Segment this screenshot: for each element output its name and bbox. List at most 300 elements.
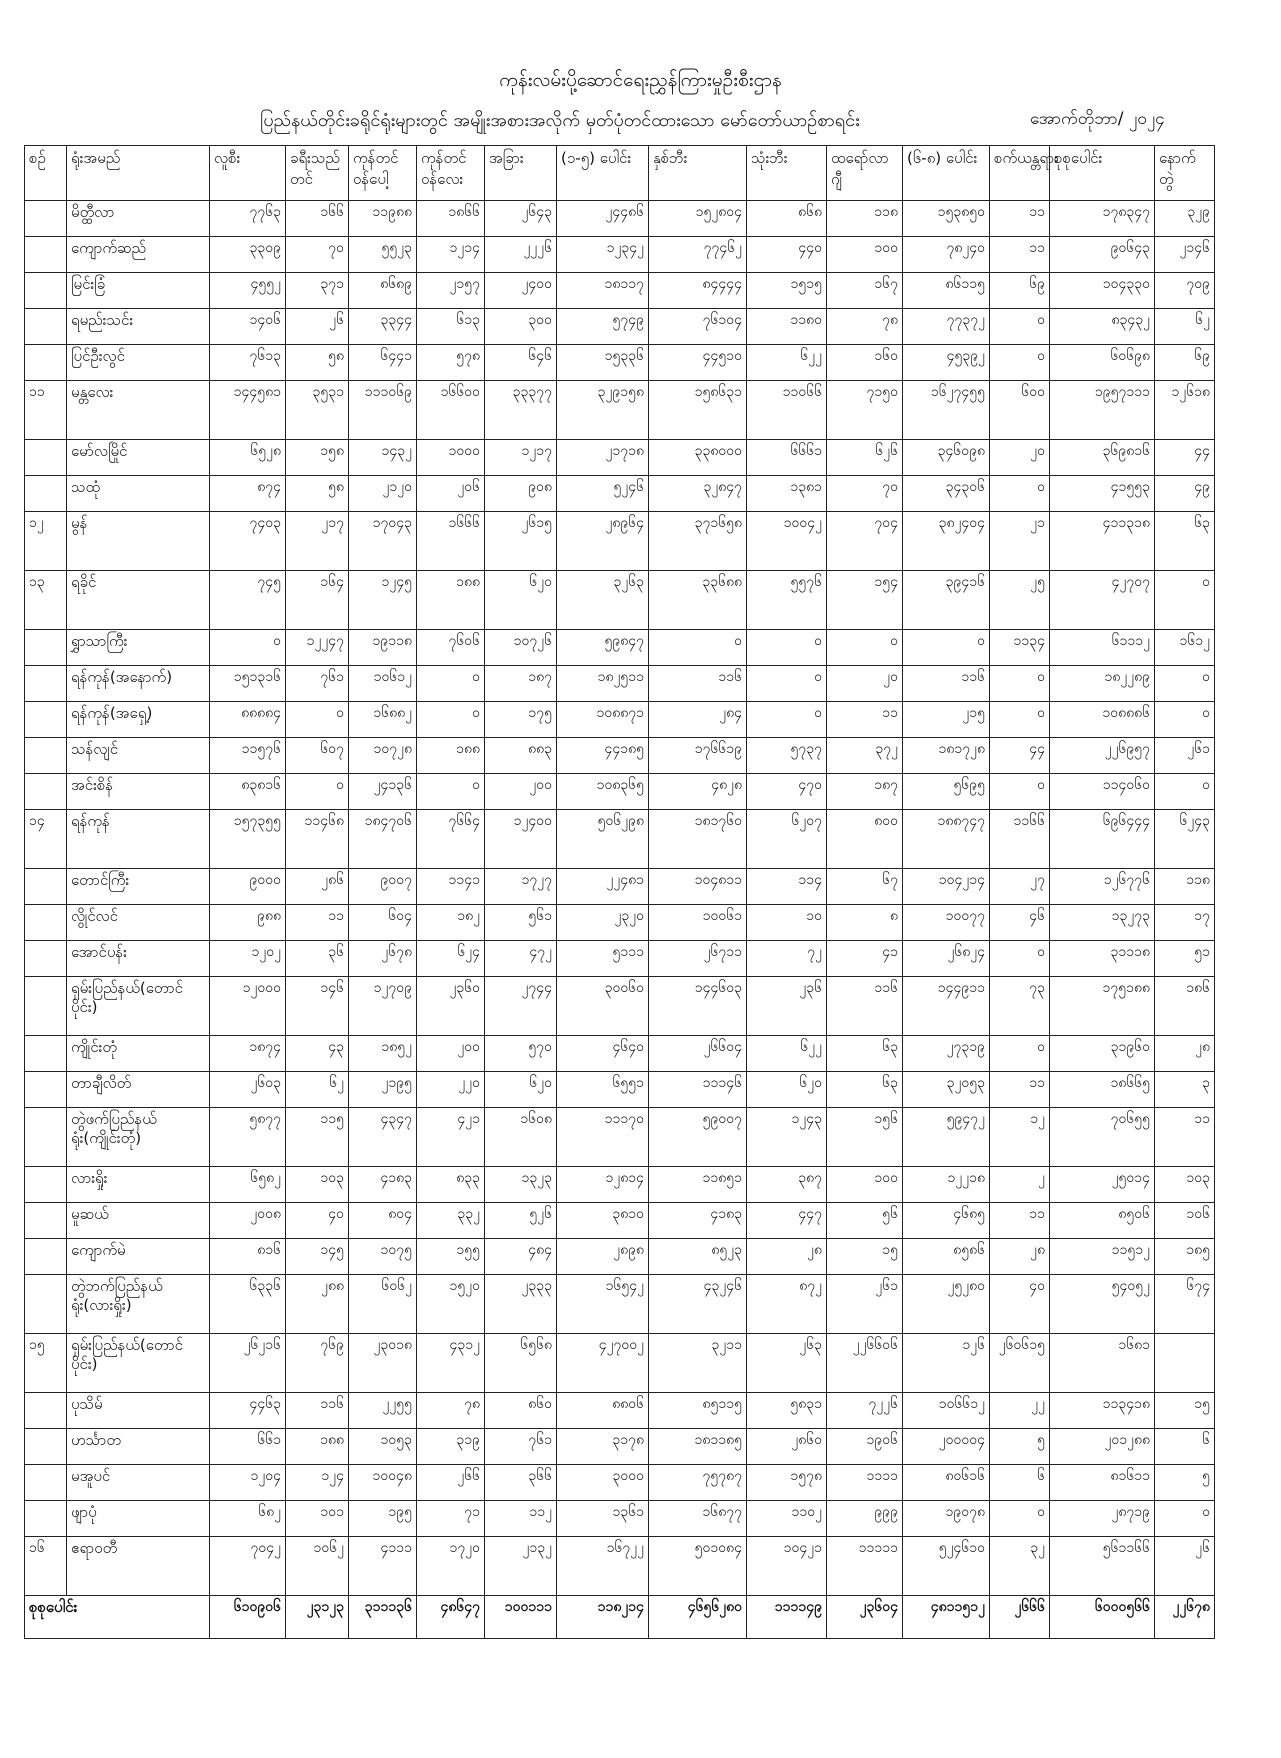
table-cell: ၁၅၁၅	[747, 273, 827, 309]
table-cell: ၈၅၀၆	[1050, 1203, 1155, 1239]
table-cell: ၆၃၃၆	[210, 1275, 286, 1334]
table-cell: ၃၅၃၁	[286, 381, 349, 440]
column-header: စုစုပေါင်း	[1050, 146, 1155, 201]
table-cell: ၆၀၆၂	[349, 1275, 417, 1334]
office-name: မူဆယ်	[67, 1203, 210, 1239]
table-cell: ၂၈၆	[286, 869, 349, 905]
table-cell: ၁၁	[1155, 1108, 1215, 1167]
office-name: ကျိုင်းတုံ	[67, 1036, 210, 1072]
office-name: တွဲဘက်ပြည်နယ်ရုံး(လားရှိုး)	[67, 1275, 210, 1334]
office-name: လားရှိုး	[67, 1167, 210, 1203]
table-cell: ၁၂၃၄၂	[557, 237, 649, 273]
table-cell: ၃၇၁	[286, 273, 349, 309]
row-serial	[25, 702, 67, 738]
table-cell: ၆၂၆	[827, 440, 903, 476]
column-header: နောက်တွဲ	[1155, 146, 1215, 201]
table-cell: ၁၅၇၃၅၅	[210, 810, 286, 869]
table-cell: ၃၁၉၆၀	[1050, 1036, 1155, 1072]
table-cell: ၂၆၀၆၁၅	[990, 1334, 1050, 1393]
table-cell: ၁၆၈၇၇	[649, 1501, 747, 1537]
table-cell: ၅၁	[1155, 941, 1215, 977]
table-cell: ၀	[747, 702, 827, 738]
column-header: လူစီး	[210, 146, 286, 201]
table-cell: ၁၀၀၇၇	[903, 905, 990, 941]
table-cell: ၀	[990, 345, 1050, 381]
office-name: တွဲဖက်ပြည်နယ်ရုံး(ကျိုင်းတုံ)	[67, 1108, 210, 1167]
table-cell: ၃၄၃၀၆	[903, 476, 990, 512]
table-cell: ၄၁၈၃	[349, 1167, 417, 1203]
table-cell: ၆၀၇	[286, 738, 349, 774]
table-cell: ၆၄၆	[485, 345, 557, 381]
report-date: အောက်တိုဘာ/ ၂၀၂၄	[1030, 109, 1165, 129]
table-cell: ၁၁	[990, 1203, 1050, 1239]
table-cell: ၁၁၈၅၁	[649, 1167, 747, 1203]
table-row	[25, 905, 1215, 941]
row-serial	[25, 905, 67, 941]
table-cell: ၃၄၆၀၉၈	[903, 440, 990, 476]
table-cell: ၆၅၅၁	[557, 1072, 649, 1108]
table-cell: ၃၃၄၄	[349, 309, 417, 345]
table-cell: ၁၁၆	[903, 666, 990, 702]
table-cell: ၄၀	[990, 1275, 1050, 1334]
table-cell: ၂၂၄၈၁	[557, 869, 649, 905]
table-cell: ၆၂၀	[485, 1072, 557, 1108]
row-serial	[25, 630, 67, 666]
table-row	[25, 201, 1215, 237]
table-cell: ၁၁၁၇၀	[557, 1108, 649, 1167]
table-cell: ၁၁၁၁၁	[827, 1537, 903, 1596]
table-cell: ၁၈၁၇၆၀	[649, 810, 747, 869]
table-cell: ၁၂၆	[903, 1334, 990, 1393]
table-cell: ၄၆	[990, 905, 1050, 941]
table-cell: ၀	[417, 774, 485, 810]
table-cell: ၃၂၁၁	[649, 1334, 747, 1393]
table-cell: ၁၀	[747, 905, 827, 941]
table-cell: ၁၉၀၇၈	[903, 1501, 990, 1537]
table-cell: ၄၄၆၃	[210, 1393, 286, 1429]
table-row	[25, 273, 1215, 309]
table-cell: ၉၉၉	[827, 1501, 903, 1537]
table-cell: ၄၂၇၀၀၂	[557, 1334, 649, 1393]
table-cell: ၂၁၅	[903, 702, 990, 738]
table-cell: ၁၉၅	[349, 1501, 417, 1537]
table-cell: ၁၂၄၀၀	[485, 810, 557, 869]
table-cell: ၁၃၂၇၃	[1050, 905, 1155, 941]
table-cell: ၂၈	[747, 1239, 827, 1275]
row-serial	[25, 1072, 67, 1108]
total-cell: ၁၁၁၁၄၉	[747, 1596, 827, 1639]
total-label: စုစုပေါင်း	[25, 1596, 210, 1639]
page-title: ကုန်းလမ်းပို့ဆောင်ရေးညွှန်ကြားမှုဦးစီးဌာန	[499, 69, 782, 91]
table-cell: ၄၄	[1155, 440, 1215, 476]
table-cell: ၂၆၄၃	[485, 201, 557, 237]
table-cell: ၇၇၃၇၂	[903, 309, 990, 345]
table-cell: ၁၂၇၀၉	[349, 977, 417, 1036]
office-name: လွိုင်လင်	[67, 905, 210, 941]
table-cell: ၅၉၈၄၇	[557, 630, 649, 666]
table-cell: ၉၀၀၀	[210, 869, 286, 905]
column-header: (၁-၅) ပေါင်း	[557, 146, 649, 201]
table-cell: ၈၈၀၆	[557, 1393, 649, 1429]
table-cell: ၈၅၂၃	[649, 1239, 747, 1275]
table-cell: ၂၄၄၈၆	[557, 201, 649, 237]
table-cell: ၂၆၀၃	[210, 1072, 286, 1108]
table-cell: ၁၀၈၃၆၅	[557, 774, 649, 810]
table-cell: ၁၁၆	[827, 977, 903, 1036]
table-cell: ၆	[990, 1465, 1050, 1501]
table-cell: ၆၄၄၁	[349, 345, 417, 381]
table-cell: ၄၄၀	[747, 237, 827, 273]
table-cell: ၆၂၄၃	[1155, 810, 1215, 869]
table-cell: ၃၂၆၃	[557, 571, 649, 630]
table-cell: ၁၄၅	[286, 1239, 349, 1275]
table-cell: ၄၁	[827, 941, 903, 977]
table-cell: ၁၃၆၁	[557, 1501, 649, 1537]
table-cell: ၈၄၄၄၄	[649, 273, 747, 309]
office-name: ကျောက်မဲ	[67, 1239, 210, 1275]
table-cell: ၁၇၂၇	[485, 869, 557, 905]
table-cell: ၁၀၀၄၈	[349, 1465, 417, 1501]
table-cell: ၀	[990, 941, 1050, 977]
table-cell: ၆၀၀	[990, 381, 1050, 440]
row-serial	[25, 1167, 67, 1203]
table-cell: ၆၇၄	[1155, 1275, 1215, 1334]
table-cell: ၆၉	[990, 273, 1050, 309]
table-cell: ၉၀၈	[485, 476, 557, 512]
table-cell: ၄၆၈၅	[903, 1203, 990, 1239]
table-cell: ၁၆၀၈	[485, 1108, 557, 1167]
table-row	[25, 941, 1215, 977]
table-cell: ၀	[1155, 571, 1215, 630]
column-header: စဉ်	[25, 146, 67, 201]
table-cell: ၁၁၅	[286, 1108, 349, 1167]
office-name: ရွှာသာကြီး	[67, 630, 210, 666]
table-cell: ၃၁၁၁၈	[1050, 941, 1155, 977]
total-cell: ၂၃၆၀၄	[827, 1596, 903, 1639]
table-cell: ၅၉၀၀၇	[649, 1108, 747, 1167]
table-cell: ၁၀၆၆၁၂	[903, 1393, 990, 1429]
table-cell: ၃၆၉၈၁၆	[1050, 440, 1155, 476]
table-cell: ၁၁၄၀၆၀	[1050, 774, 1155, 810]
office-name: ရှမ်းပြည်နယ်(တောင်ပိုင်း)	[67, 1334, 210, 1393]
total-cell: ၁၁၈၂၁၄	[557, 1596, 649, 1639]
table-cell: ၁၅၃၃၆	[557, 345, 649, 381]
table-cell: ၁၅၅	[417, 1239, 485, 1275]
table-cell: ၃၀၀	[485, 309, 557, 345]
row-serial	[25, 440, 67, 476]
table-cell: ၁၁၄၆၈	[286, 810, 349, 869]
table-cell: ၈၃၈၁၆	[210, 774, 286, 810]
table-cell: ၄၀	[286, 1203, 349, 1239]
table-cell: ၁၁၈	[827, 201, 903, 237]
table-cell: ၂၂၂၆	[485, 237, 557, 273]
table-cell: ၄၃၂၄၆	[649, 1275, 747, 1334]
table-cell: ၇၇၄၆၂	[649, 237, 747, 273]
column-header: ကုန်တင် ဝန်လေး	[417, 146, 485, 201]
table-cell: ၃၈၁၀	[557, 1203, 649, 1239]
office-name: မွန်	[67, 512, 210, 571]
table-cell: ၆၉၆၄၄၄	[1050, 810, 1155, 869]
table-cell: ၂၂၆၉၅၇	[1050, 738, 1155, 774]
office-name: ကျောက်ဆည်	[67, 237, 210, 273]
column-header: သုံးဘီး	[747, 146, 827, 201]
table-cell: ၂၈၉၆၄	[557, 512, 649, 571]
table-cell: ၁၄၃၂	[349, 440, 417, 476]
table-cell: ၁၀၈၈၇၁	[557, 702, 649, 738]
row-serial	[25, 309, 67, 345]
office-name: ရန်ကုန်(အရှေ့)	[67, 702, 210, 738]
table-cell: ၁၁၉၈၈	[349, 201, 417, 237]
table-cell: ၁၁၃၄၁၈	[1050, 1393, 1155, 1429]
table-row	[25, 237, 1215, 273]
table-cell: ၂၁၉၅	[349, 1072, 417, 1108]
table-cell: ၄၆၄၀	[557, 1036, 649, 1072]
table-cell: ၂၈၄	[649, 702, 747, 738]
office-name: အင်းစိန်	[67, 774, 210, 810]
office-name: မအူပင်	[67, 1465, 210, 1501]
table-cell: ၃၈၂၄၀၄	[903, 512, 990, 571]
table-cell: ၁၀၅၃	[349, 1429, 417, 1465]
table-cell: ၁၆၁၂	[1155, 630, 1215, 666]
table-row	[25, 1036, 1215, 1072]
table-cell: ၃၃၆၈၈	[649, 571, 747, 630]
table-cell: ၆၂၄	[417, 941, 485, 977]
table-cell: ၈၃၃	[417, 1167, 485, 1203]
table-cell: ၃၂၀၅၃	[903, 1072, 990, 1108]
table-row	[25, 1393, 1215, 1429]
table-cell: ၈၆၈၉	[349, 273, 417, 309]
table-cell: ၁၀၆၁၂	[349, 666, 417, 702]
table-cell: ၁၅၇၈	[747, 1465, 827, 1501]
table-row	[25, 810, 1215, 869]
office-name: ရမည်းသင်း	[67, 309, 210, 345]
table-cell: ၁၇၈၃၄၇	[1050, 201, 1155, 237]
table-cell: ၂၇၃၁၉	[903, 1036, 990, 1072]
table-cell: ၃၃၈၀၀၀	[649, 440, 747, 476]
table-cell: ၂၂၆၆၀၆	[827, 1334, 903, 1393]
table-cell: ၅၆၉၅	[903, 774, 990, 810]
table-cell: ၂၅၀၁၄	[1050, 1167, 1155, 1203]
table-cell: ၄၃၁၂	[417, 1334, 485, 1393]
table-cell: ၁၂၀၄	[210, 1465, 286, 1501]
table-cell: ၁၈၆၆	[417, 201, 485, 237]
office-name: ဟင်္သာတ	[67, 1429, 210, 1465]
table-cell: ၇၆၁	[286, 666, 349, 702]
table-cell: ၁၀၀	[827, 1167, 903, 1203]
office-name: တာချီလိတ်	[67, 1072, 210, 1108]
table-cell: ၁၀၈၈၈၆	[1050, 702, 1155, 738]
table-cell: ၃၆၆	[485, 1465, 557, 1501]
table-cell: ၈၁၆၁၁	[1050, 1465, 1155, 1501]
table-cell: ၂	[990, 1167, 1050, 1203]
row-serial: ၁၁	[25, 381, 67, 440]
table-cell: ၁၂၁၇	[485, 440, 557, 476]
table-cell: ၁၈၅	[1155, 1239, 1215, 1275]
table-cell: ၁၇၀၄၃	[349, 512, 417, 571]
table-cell: ၁၂၄	[286, 1465, 349, 1501]
table-cell: ၁၅	[827, 1239, 903, 1275]
table-cell: ၀	[417, 702, 485, 738]
table-cell: ၇၄၅	[210, 571, 286, 630]
table-cell: ၁၇၅	[485, 702, 557, 738]
table-cell: ၀	[990, 666, 1050, 702]
row-serial	[25, 1239, 67, 1275]
table-cell: ၉၈၈	[210, 905, 286, 941]
table-cell: ၂၀၁၂၈၈	[1050, 1429, 1155, 1465]
table-row	[25, 1275, 1215, 1334]
row-serial	[25, 941, 67, 977]
table-cell: ၂၅၂၈၀	[903, 1275, 990, 1334]
table-cell: ၇၈၂၄၀	[903, 237, 990, 273]
table-cell: ၅၅၇၆	[747, 571, 827, 630]
table-cell: ၁၁၀၂	[747, 1501, 827, 1537]
total-cell: ၁၀၀၁၁၁	[485, 1596, 557, 1639]
table-cell: ၆၅၈၂	[210, 1167, 286, 1203]
table-cell: ၈၇၄	[210, 476, 286, 512]
table-cell: ၁၈၇၄	[210, 1036, 286, 1072]
row-serial	[25, 345, 67, 381]
table-cell: ၂၀	[990, 440, 1050, 476]
table-cell: ၄၉	[1155, 476, 1215, 512]
row-serial: ၁၂	[25, 512, 67, 571]
table-cell: ၉၀၀၇	[349, 869, 417, 905]
table-cell: ၂၈	[1155, 1036, 1215, 1072]
table-cell: ၃၃၂	[417, 1203, 485, 1239]
table-cell: ၃၂၉၁၅၈	[557, 381, 649, 440]
table-row	[25, 1537, 1215, 1596]
table-row	[25, 1167, 1215, 1203]
office-name: မိတ္ထီလာ	[67, 201, 210, 237]
table-cell: ၀	[990, 1501, 1050, 1537]
total-row	[25, 1596, 1215, 1639]
table-cell: ၄၁၁၃၁၈	[1050, 512, 1155, 571]
table-cell: ၇၀၄၂	[210, 1537, 286, 1596]
office-name: သထုံ	[67, 476, 210, 512]
table-cell: ၁၀၄၈၁၁	[649, 869, 747, 905]
row-serial	[25, 1429, 67, 1465]
table-cell: ၁၂	[990, 1108, 1050, 1167]
table-cell: ၂၆၆	[417, 1465, 485, 1501]
table-cell: ၁၀၆	[1155, 1203, 1215, 1239]
table-cell: ၇၂၂၆	[827, 1393, 903, 1429]
office-name: တောင်ကြီး	[67, 869, 210, 905]
table-cell: ၁၀၃	[1155, 1167, 1215, 1203]
table-cell: ၂၆၁	[827, 1275, 903, 1334]
office-name: သန်လျင်	[67, 738, 210, 774]
table-cell: ၆၈၂	[210, 1501, 286, 1537]
table-cell: ၁၈၆၆၅	[1050, 1072, 1155, 1108]
table-cell: ၅၇၄၉	[557, 309, 649, 345]
table-cell: ၄၇၂	[485, 941, 557, 977]
table-cell: ၀	[649, 630, 747, 666]
table-cell: ၁၇	[1155, 905, 1215, 941]
table-cell: ၂၇၄၄	[485, 977, 557, 1036]
office-name: အောင်ပန်း	[67, 941, 210, 977]
table-cell: ၈၈၈၈၄	[210, 702, 286, 738]
office-name: ရခိုင်	[67, 571, 210, 630]
table-cell: ၂၁၄၆	[1155, 237, 1215, 273]
table-cell: ၂၃၀၁၈	[349, 1334, 417, 1393]
total-cell: ၄၈၆၄၇	[417, 1596, 485, 1639]
table-cell: ၅၄၀၅၂	[1050, 1275, 1155, 1334]
table-cell: ၁၅၁၃၁၆	[210, 666, 286, 702]
table-cell: ၁၂၆၁၈	[1155, 381, 1215, 440]
table-cell: ၈၇၂	[747, 1275, 827, 1334]
table-cell: ၇၆၉	[286, 1334, 349, 1393]
table-cell: ၅၈	[286, 476, 349, 512]
table-cell: ၁၂၂၄၇	[286, 630, 349, 666]
table-cell: ၄၄၇	[747, 1203, 827, 1239]
table-row	[25, 1465, 1215, 1501]
table-cell: ၅၈၇၇	[210, 1108, 286, 1167]
table-cell: ၁၀၁	[286, 1501, 349, 1537]
table-cell: ၁၈၁၇၂၈	[903, 738, 990, 774]
table-cell: ၂၆၈၂၄	[903, 941, 990, 977]
table-cell: ၁၆၇	[827, 273, 903, 309]
table-cell: ၃၇၂	[827, 738, 903, 774]
table-cell: ၇၀၆၅၅	[1050, 1108, 1155, 1167]
table-cell: ၈၅၈၆	[903, 1239, 990, 1275]
table-cell: ၁၆၀	[827, 345, 903, 381]
table-cell: ၂၁၃၂	[485, 1537, 557, 1596]
office-name: ရှမ်းပြည်နယ်(တောင်ပိုင်း)	[67, 977, 210, 1036]
table-cell: ၃၆	[286, 941, 349, 977]
table-cell: ၇၆၀၆	[417, 630, 485, 666]
table-cell: ၁၃၂၃	[485, 1167, 557, 1203]
table-cell: ၀	[747, 630, 827, 666]
table-cell: ၁၈၂၂၈၉	[1050, 666, 1155, 702]
table-cell: ၁၈၇	[827, 774, 903, 810]
table-row	[25, 309, 1215, 345]
table-cell: ၀	[903, 630, 990, 666]
table-cell: ၂၆	[286, 309, 349, 345]
total-cell: ၄၈၁၁၅၁၂	[903, 1596, 990, 1639]
table-cell: ၈၁၆	[210, 1239, 286, 1275]
table-row	[25, 345, 1215, 381]
table-cell: ၂၈	[990, 1239, 1050, 1275]
table-cell: ၁၅၈၆၃၁	[649, 381, 747, 440]
row-serial: ၁၅	[25, 1334, 67, 1393]
table-cell: ၇၀	[286, 237, 349, 273]
column-header: (၆-၈) ပေါင်း	[903, 146, 990, 201]
table-cell: ၆၂၀	[747, 1072, 827, 1108]
table-cell: ၂၆၂၁၆	[210, 1334, 286, 1393]
table-cell: ၆၂၀	[485, 571, 557, 630]
table-cell: ၁၇၆၆၁၉	[649, 738, 747, 774]
table-cell: ၁၈၈၇၄၇	[903, 810, 990, 869]
table-cell: ၂၃၆	[747, 977, 827, 1036]
table-cell: ၂၀၀	[417, 1036, 485, 1072]
table-cell: ၂၈၉၈	[557, 1239, 649, 1275]
table-cell: ၆၅၂၈	[210, 440, 286, 476]
table-cell: ၅၅၂၃	[349, 237, 417, 273]
table-row	[25, 1334, 1215, 1393]
table-cell: ၆၂၀၇	[747, 810, 827, 869]
table-cell: ၄၃	[286, 1036, 349, 1072]
table-cell: ၇၈	[417, 1393, 485, 1429]
table-cell: ၁၀၀	[827, 237, 903, 273]
table-cell: ၉၀၆၄၃	[1050, 237, 1155, 273]
table-cell: ၇၆၆၄	[417, 810, 485, 869]
table-cell: ၁၀၀၀	[417, 440, 485, 476]
table-cell: ၅	[1155, 1465, 1215, 1501]
table-cell: ၁၇၂၀	[417, 1537, 485, 1596]
table-cell: ၁၆၅၄၂	[557, 1275, 649, 1334]
row-serial	[25, 977, 67, 1036]
table-cell: ၈၀၄	[349, 1203, 417, 1239]
table-header-row	[25, 146, 1215, 201]
row-serial	[25, 738, 67, 774]
